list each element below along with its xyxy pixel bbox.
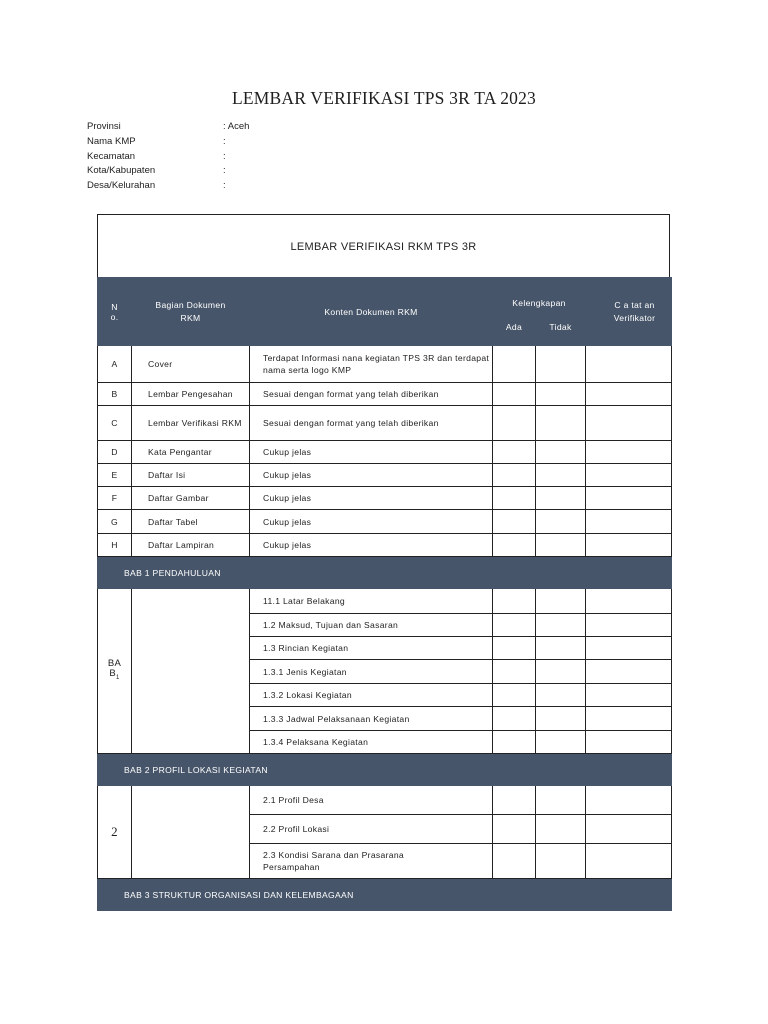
notes-cell[interactable] (586, 844, 672, 879)
check-tidak[interactable] (536, 786, 586, 815)
header-completeness: Kelengkapan (493, 278, 586, 315)
row-content: Sesuai dengan format yang telah diberikan (250, 383, 493, 406)
row-content: Cukup jelas (250, 510, 493, 534)
bab-label: 2 (98, 786, 132, 879)
check-ada[interactable] (493, 383, 536, 406)
check-tidak[interactable] (536, 441, 586, 464)
row-content: Cukup jelas (250, 534, 493, 557)
check-ada[interactable] (493, 786, 536, 815)
verification-table (97, 277, 672, 911)
table-title: LEMBAR VERIFIKASI RKM TPS 3R (97, 214, 670, 278)
notes-cell[interactable] (586, 464, 672, 487)
info-label: Kecamatan (87, 150, 136, 162)
notes-cell[interactable] (586, 786, 672, 815)
header-part-line1: Bagian Dokumen (155, 299, 226, 310)
row-no: A (98, 346, 132, 383)
row-part: Lembar Pengesahan (132, 383, 250, 406)
bab-label-sup: 1 (116, 675, 120, 681)
table-row (98, 487, 672, 510)
check-tidak[interactable] (536, 487, 586, 510)
section-header-bab1 (98, 557, 672, 589)
info-label: Desa/Kelurahan (87, 180, 156, 192)
bab-label-line1: BA (107, 658, 122, 669)
check-ada[interactable] (493, 589, 536, 614)
row-no: B (98, 383, 132, 406)
header-notes (586, 278, 672, 346)
info-row-kota (87, 164, 387, 179)
row-no: E (98, 464, 132, 487)
check-tidak[interactable] (536, 589, 586, 614)
check-tidak[interactable] (536, 815, 586, 844)
check-ada[interactable] (493, 731, 536, 754)
info-label: Kota/Kabupaten (87, 165, 156, 177)
check-tidak[interactable] (536, 464, 586, 487)
row-no: C (98, 406, 132, 441)
row-content: 1.2 Maksud, Tujuan dan Sasaran (250, 614, 493, 637)
header-ada: Ada (493, 315, 536, 346)
row-part: Cover (132, 346, 250, 383)
section-header-bab2 (98, 754, 672, 786)
check-ada[interactable] (493, 637, 536, 660)
table-row (98, 786, 672, 815)
row-content: 1.3.2 Lokasi Kegiatan (250, 684, 493, 707)
check-tidak[interactable] (536, 684, 586, 707)
page-title: LEMBAR VERIFIKASI TPS 3R TA 2023 (231, 88, 536, 108)
header-notes-line2: Verifikator (613, 312, 656, 323)
notes-cell[interactable] (586, 510, 672, 534)
check-ada[interactable] (493, 441, 536, 464)
check-ada[interactable] (493, 406, 536, 441)
row-content: 2.3 Kondisi Sarana dan Prasarana Persampahan (250, 844, 493, 879)
notes-cell[interactable] (586, 383, 672, 406)
table-row (98, 441, 672, 464)
check-tidak[interactable] (536, 637, 586, 660)
check-tidak[interactable] (536, 406, 586, 441)
check-ada[interactable] (493, 707, 536, 731)
table-row (98, 346, 672, 383)
check-ada[interactable] (493, 660, 536, 684)
header-no-line2: o. (110, 311, 119, 322)
info-row-desa (87, 179, 387, 194)
notes-cell[interactable] (586, 589, 672, 614)
check-tidak[interactable] (536, 383, 586, 406)
row-no: G (98, 510, 132, 534)
bab-label-line2: B (109, 668, 116, 679)
table-row (98, 464, 672, 487)
row-content: Cukup jelas (250, 464, 493, 487)
info-value: : (223, 135, 226, 147)
check-ada[interactable] (493, 815, 536, 844)
info-row-kecamatan (87, 150, 387, 165)
notes-cell[interactable] (586, 684, 672, 707)
info-value: : (223, 165, 226, 177)
info-row-provinsi (87, 120, 387, 135)
notes-cell[interactable] (586, 660, 672, 684)
notes-cell[interactable] (586, 534, 672, 557)
check-ada[interactable] (493, 844, 536, 879)
check-tidak[interactable] (536, 660, 586, 684)
notes-cell[interactable] (586, 346, 672, 383)
bab-part-cell (132, 589, 250, 754)
check-tidak[interactable] (536, 510, 586, 534)
table-row (98, 510, 672, 534)
check-ada[interactable] (493, 614, 536, 637)
table-header-row (98, 278, 672, 315)
info-value: : (223, 180, 226, 192)
table-row (98, 589, 672, 614)
info-value: : Aceh (223, 121, 250, 132)
check-ada[interactable] (493, 487, 536, 510)
notes-cell[interactable] (586, 441, 672, 464)
check-tidak[interactable] (536, 844, 586, 879)
row-part: Daftar Isi (132, 464, 250, 487)
header-content: Konten Dokumen RKM (250, 278, 493, 346)
row-content: Sesuai dengan format yang telah diberikan (250, 406, 493, 441)
header-no-line1: N (111, 301, 118, 312)
info-label: Provinsi (87, 121, 121, 132)
check-ada[interactable] (493, 510, 536, 534)
section-header-bab3 (98, 879, 672, 911)
info-row-nama-kmp (87, 135, 387, 150)
row-content: Cukup jelas (250, 441, 493, 464)
bab-label (98, 589, 132, 754)
info-label: Nama KMP (87, 135, 136, 147)
notes-cell[interactable] (586, 406, 672, 441)
check-tidak[interactable] (536, 346, 586, 383)
header-tidak: Tidak (536, 315, 586, 346)
header-part-line2: RKM (180, 312, 201, 323)
header-notes-line1: C a tat an (614, 299, 655, 310)
row-content: 11.1 Latar Belakang (250, 589, 493, 614)
check-ada[interactable] (493, 534, 536, 557)
row-part: Lembar Verifikasi RKM (132, 406, 250, 441)
check-tidak[interactable] (536, 614, 586, 637)
check-tidak[interactable] (536, 707, 586, 731)
bab-part-cell (132, 786, 250, 879)
section-title: BAB 3 STRUKTUR ORGANISASI DAN KELEMBAGAAN (98, 879, 672, 911)
notes-cell[interactable] (586, 614, 672, 637)
row-content: 1.3.1 Jenis Kegiatan (250, 660, 493, 684)
check-tidak[interactable] (536, 731, 586, 754)
row-content: 1.3.4 Pelaksana Kegiatan (250, 731, 493, 754)
check-ada[interactable] (493, 684, 536, 707)
row-no: D (98, 441, 132, 464)
table-row (98, 383, 672, 406)
check-ada[interactable] (493, 346, 536, 383)
notes-cell[interactable] (586, 637, 672, 660)
notes-cell[interactable] (586, 707, 672, 731)
section-title: BAB 1 PENDAHULUAN (98, 557, 672, 589)
notes-cell[interactable] (586, 815, 672, 844)
row-part: Daftar Lampiran (132, 534, 250, 557)
table-row (98, 406, 672, 441)
info-block (87, 120, 387, 194)
header-no (98, 278, 132, 346)
header-part (132, 278, 250, 346)
row-part: Kata Pengantar (132, 441, 250, 464)
check-tidak[interactable] (536, 534, 586, 557)
table-row (98, 534, 672, 557)
row-part: Daftar Gambar (132, 487, 250, 510)
row-no: F (98, 487, 132, 510)
section-title: BAB 2 PROFIL LOKASI KEGIATAN (98, 754, 672, 786)
info-value: : (223, 150, 226, 162)
row-no: H (98, 534, 132, 557)
row-content: Terdapat Informasi nana kegiatan TPS 3R dan terdapat nama serta logo KMP (250, 346, 493, 383)
row-part: Daftar Tabel (132, 510, 250, 534)
row-content: 2.1 Profil Desa (250, 786, 493, 815)
notes-cell[interactable] (586, 731, 672, 754)
row-content: 1.3 Rincian Kegiatan (250, 637, 493, 660)
row-content: 2.2 Profil Lokasi (250, 815, 493, 844)
row-content: 1.3.3 Jadwal Pelaksanaan Kegiatan (250, 707, 493, 731)
check-ada[interactable] (493, 464, 536, 487)
notes-cell[interactable] (586, 487, 672, 510)
row-content: Cukup jelas (250, 487, 493, 510)
